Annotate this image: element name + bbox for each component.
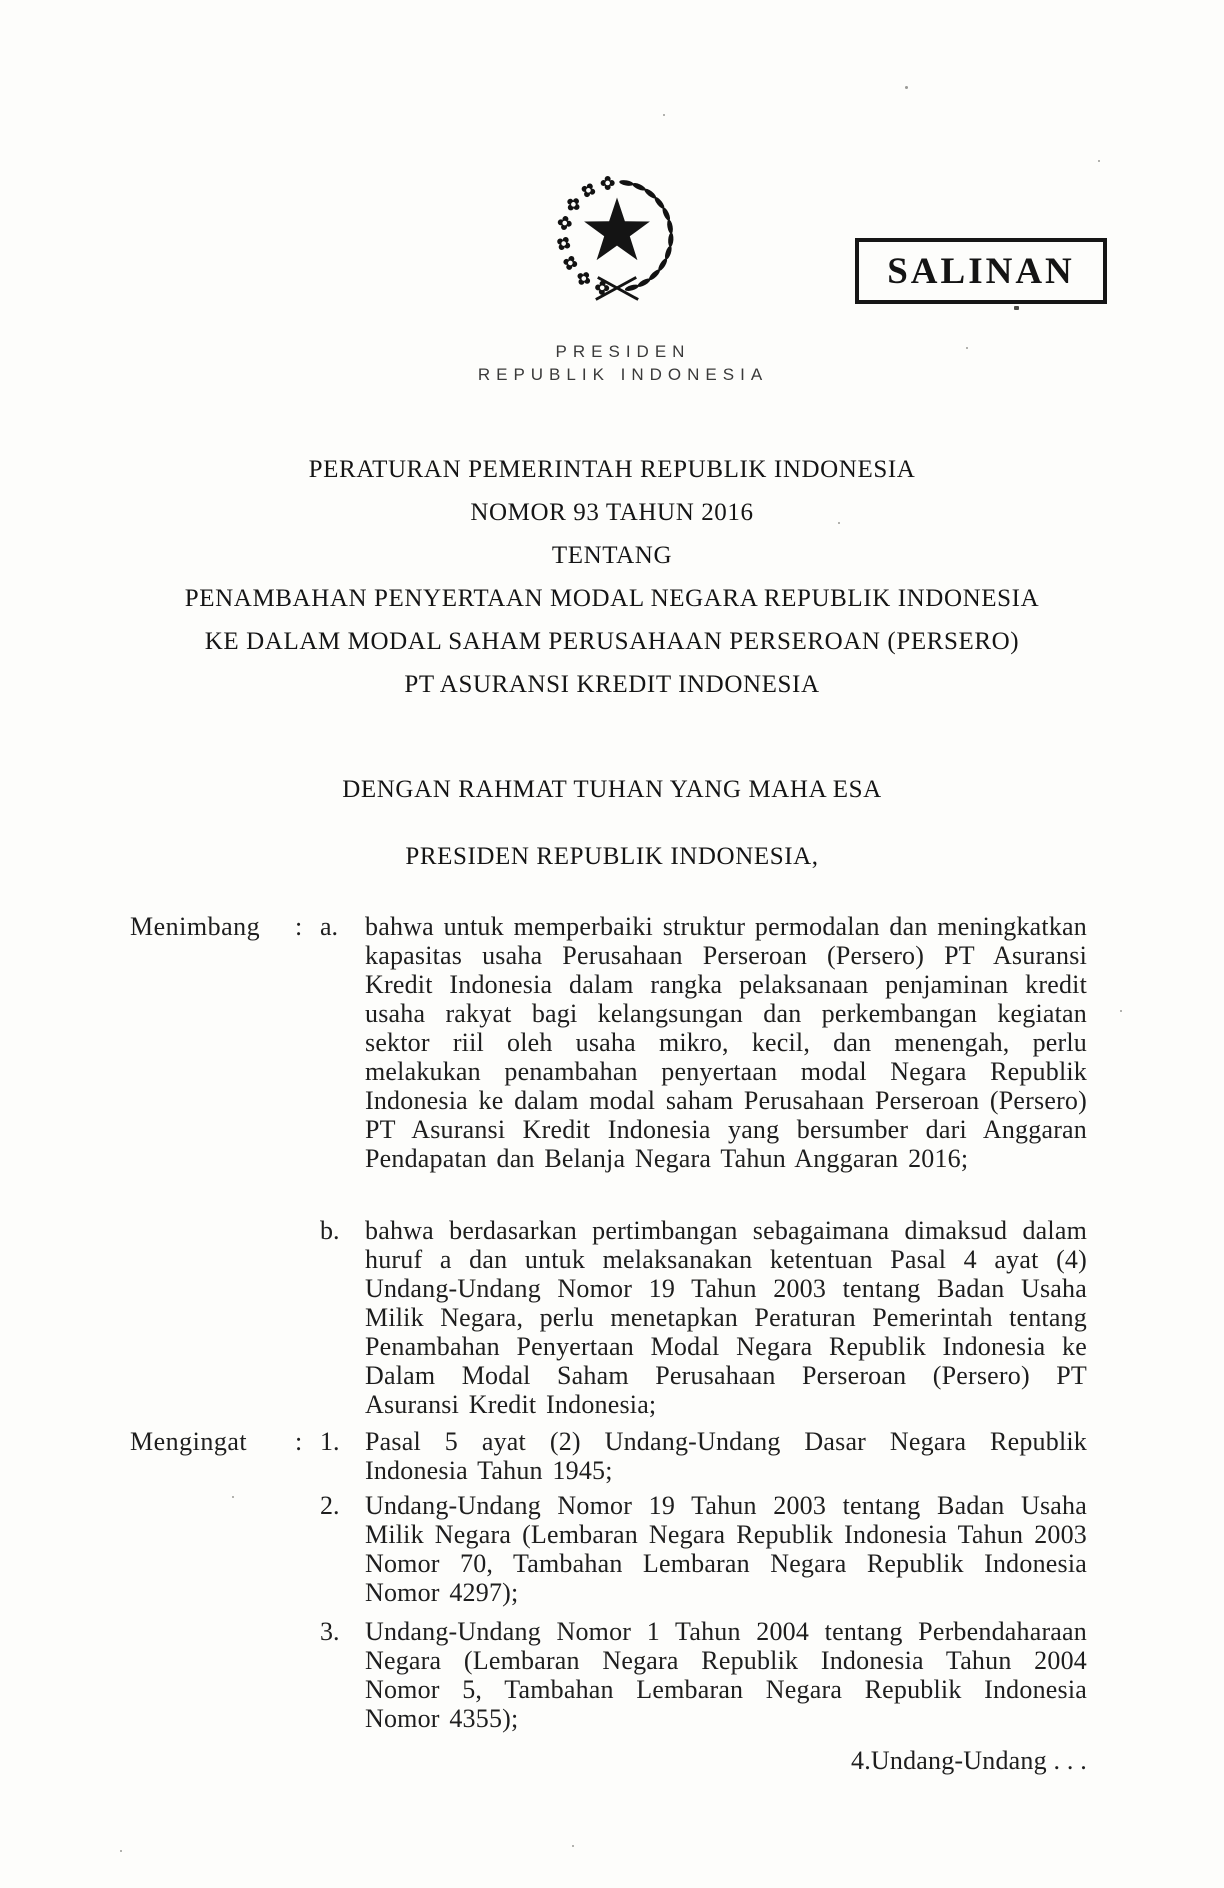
scan-speck <box>1098 160 1100 162</box>
title-line-tentang: TENTANG <box>551 542 673 569</box>
letterhead-line1: PRESIDEN <box>555 342 691 361</box>
item-text-3: Undang-Undang Nomor 1 Tahun 2004 tentang Perbendaharaan Negara (Lembaran Negara Republik Indonesia Tahun 2004 Nomor 5, Tambahan Lembaran Negara Republik Indonesia Nomor 4355); <box>365 1617 1087 1733</box>
letterhead <box>320 340 920 386</box>
authority-line: PRESIDEN REPUBLIK INDONESIA, <box>405 843 819 870</box>
scan-speck <box>966 347 968 349</box>
salinan-stamp: SALINAN <box>855 238 1107 304</box>
item-marker-1: 1. <box>320 1427 340 1456</box>
item-marker-3: 3. <box>320 1617 340 1646</box>
scan-speck <box>120 1850 122 1852</box>
scan-speck <box>663 114 665 116</box>
item-marker-a: a. <box>320 912 339 941</box>
legal-basis-row-3 <box>130 1617 1087 1733</box>
scan-mark <box>1014 306 1019 310</box>
spacer <box>130 1491 295 1607</box>
considerations-label: Menimbang <box>130 912 261 941</box>
item-text-2: Undang-Undang Nomor 19 Tahun 2003 tentang Badan Usaha Milik Negara (Lembaran Negara Republik Indonesia Tahun 2003 Nomor 70, Tambahan Lembaran Negara Republik Indonesia Nomor 4297); <box>365 1491 1087 1607</box>
considerations-row-a <box>130 912 1087 1173</box>
legal-basis-colon: : <box>295 1427 303 1456</box>
item-marker-2: 2. <box>320 1491 340 1520</box>
title-line-number: NOMOR 93 TAHUN 2016 <box>470 499 754 526</box>
legal-basis-row-1 <box>130 1427 1087 1485</box>
item-text-b: bahwa berdasarkan pertimbangan sebagaimana dimaksud dalam huruf a dan untuk melaksanakan ketentuan Pasal 4 ayat (4) Undang-Undang Nomor 19 Tahun 2003 tentang Badan Usaha Milik Negara, perlu menetapkan Peraturan Pemerintah tentang Penambahan Penyertaan Modal Negara Republik Indonesia ke Dalam Modal Saham Perusahaan Perseroan (Persero) PT Asuransi Kredit Indonesia; <box>365 1216 1087 1419</box>
title-line-regulation: PERATURAN PEMERINTAH REPUBLIK INDONESIA <box>308 456 916 483</box>
invocation-line: DENGAN RAHMAT TUHAN YANG MAHA ESA <box>342 776 882 803</box>
legal-basis-label: Mengingat <box>130 1427 248 1456</box>
item-text-a: bahwa untuk memperbaiki struktur permodalan dan meningkatkan kapasitas usaha Perusahaan Perseroan (Persero) PT Asuransi Kredit Indonesia dalam rangka pelaksanaan penjaminan kredit usaha rakyat bagi kelangsungan dan perkembangan kegiatan sektor riil oleh usaha mikro, kecil, dan menengah, perlu melakukan penambahan penyertaan modal Negara Republik Indonesia ke dalam modal saham Perusahaan Perseroan (Persero) PT Asuransi Kredit Indonesia yang bersumber dari Anggaran Pendapatan dan Belanja Negara Tahun Anggaran 2016; <box>365 912 1087 1173</box>
item-text-1: Pasal 5 ayat (2) Undang-Undang Dasar Negara Republik Indonesia Tahun 1945; <box>365 1427 1087 1485</box>
considerations-colon: : <box>295 912 303 941</box>
title-line-subject-2: KE DALAM MODAL SAHAM PERUSAHAAN PERSEROAN (PERSERO) <box>204 628 1020 655</box>
spacer <box>295 1216 320 1419</box>
letterhead-line2: REPUBLIK INDONESIA <box>477 365 769 384</box>
scan-speck <box>572 1845 574 1847</box>
spacer <box>130 1617 295 1733</box>
considerations-row-b <box>130 1216 1087 1419</box>
item-marker-b: b. <box>320 1216 340 1245</box>
legal-basis-row-2 <box>130 1491 1087 1607</box>
spacer <box>295 1617 320 1733</box>
scan-speck <box>905 86 908 89</box>
spacer <box>295 1491 320 1607</box>
title-line-subject-1: PENAMBAHAN PENYERTAAN MODAL NEGARA REPUBLIK INDONESIA <box>184 585 1040 612</box>
scan-speck <box>838 522 840 524</box>
page-catchword: 4.Undang-Undang . . . <box>851 1746 1087 1775</box>
presidential-seal-icon <box>540 156 694 316</box>
scan-speck <box>232 1496 234 1498</box>
title-block <box>62 448 1162 706</box>
title-line-subject-3: PT ASURANSI KREDIT INDONESIA <box>404 671 820 698</box>
scan-speck <box>1120 1010 1122 1012</box>
spacer <box>130 1216 295 1419</box>
